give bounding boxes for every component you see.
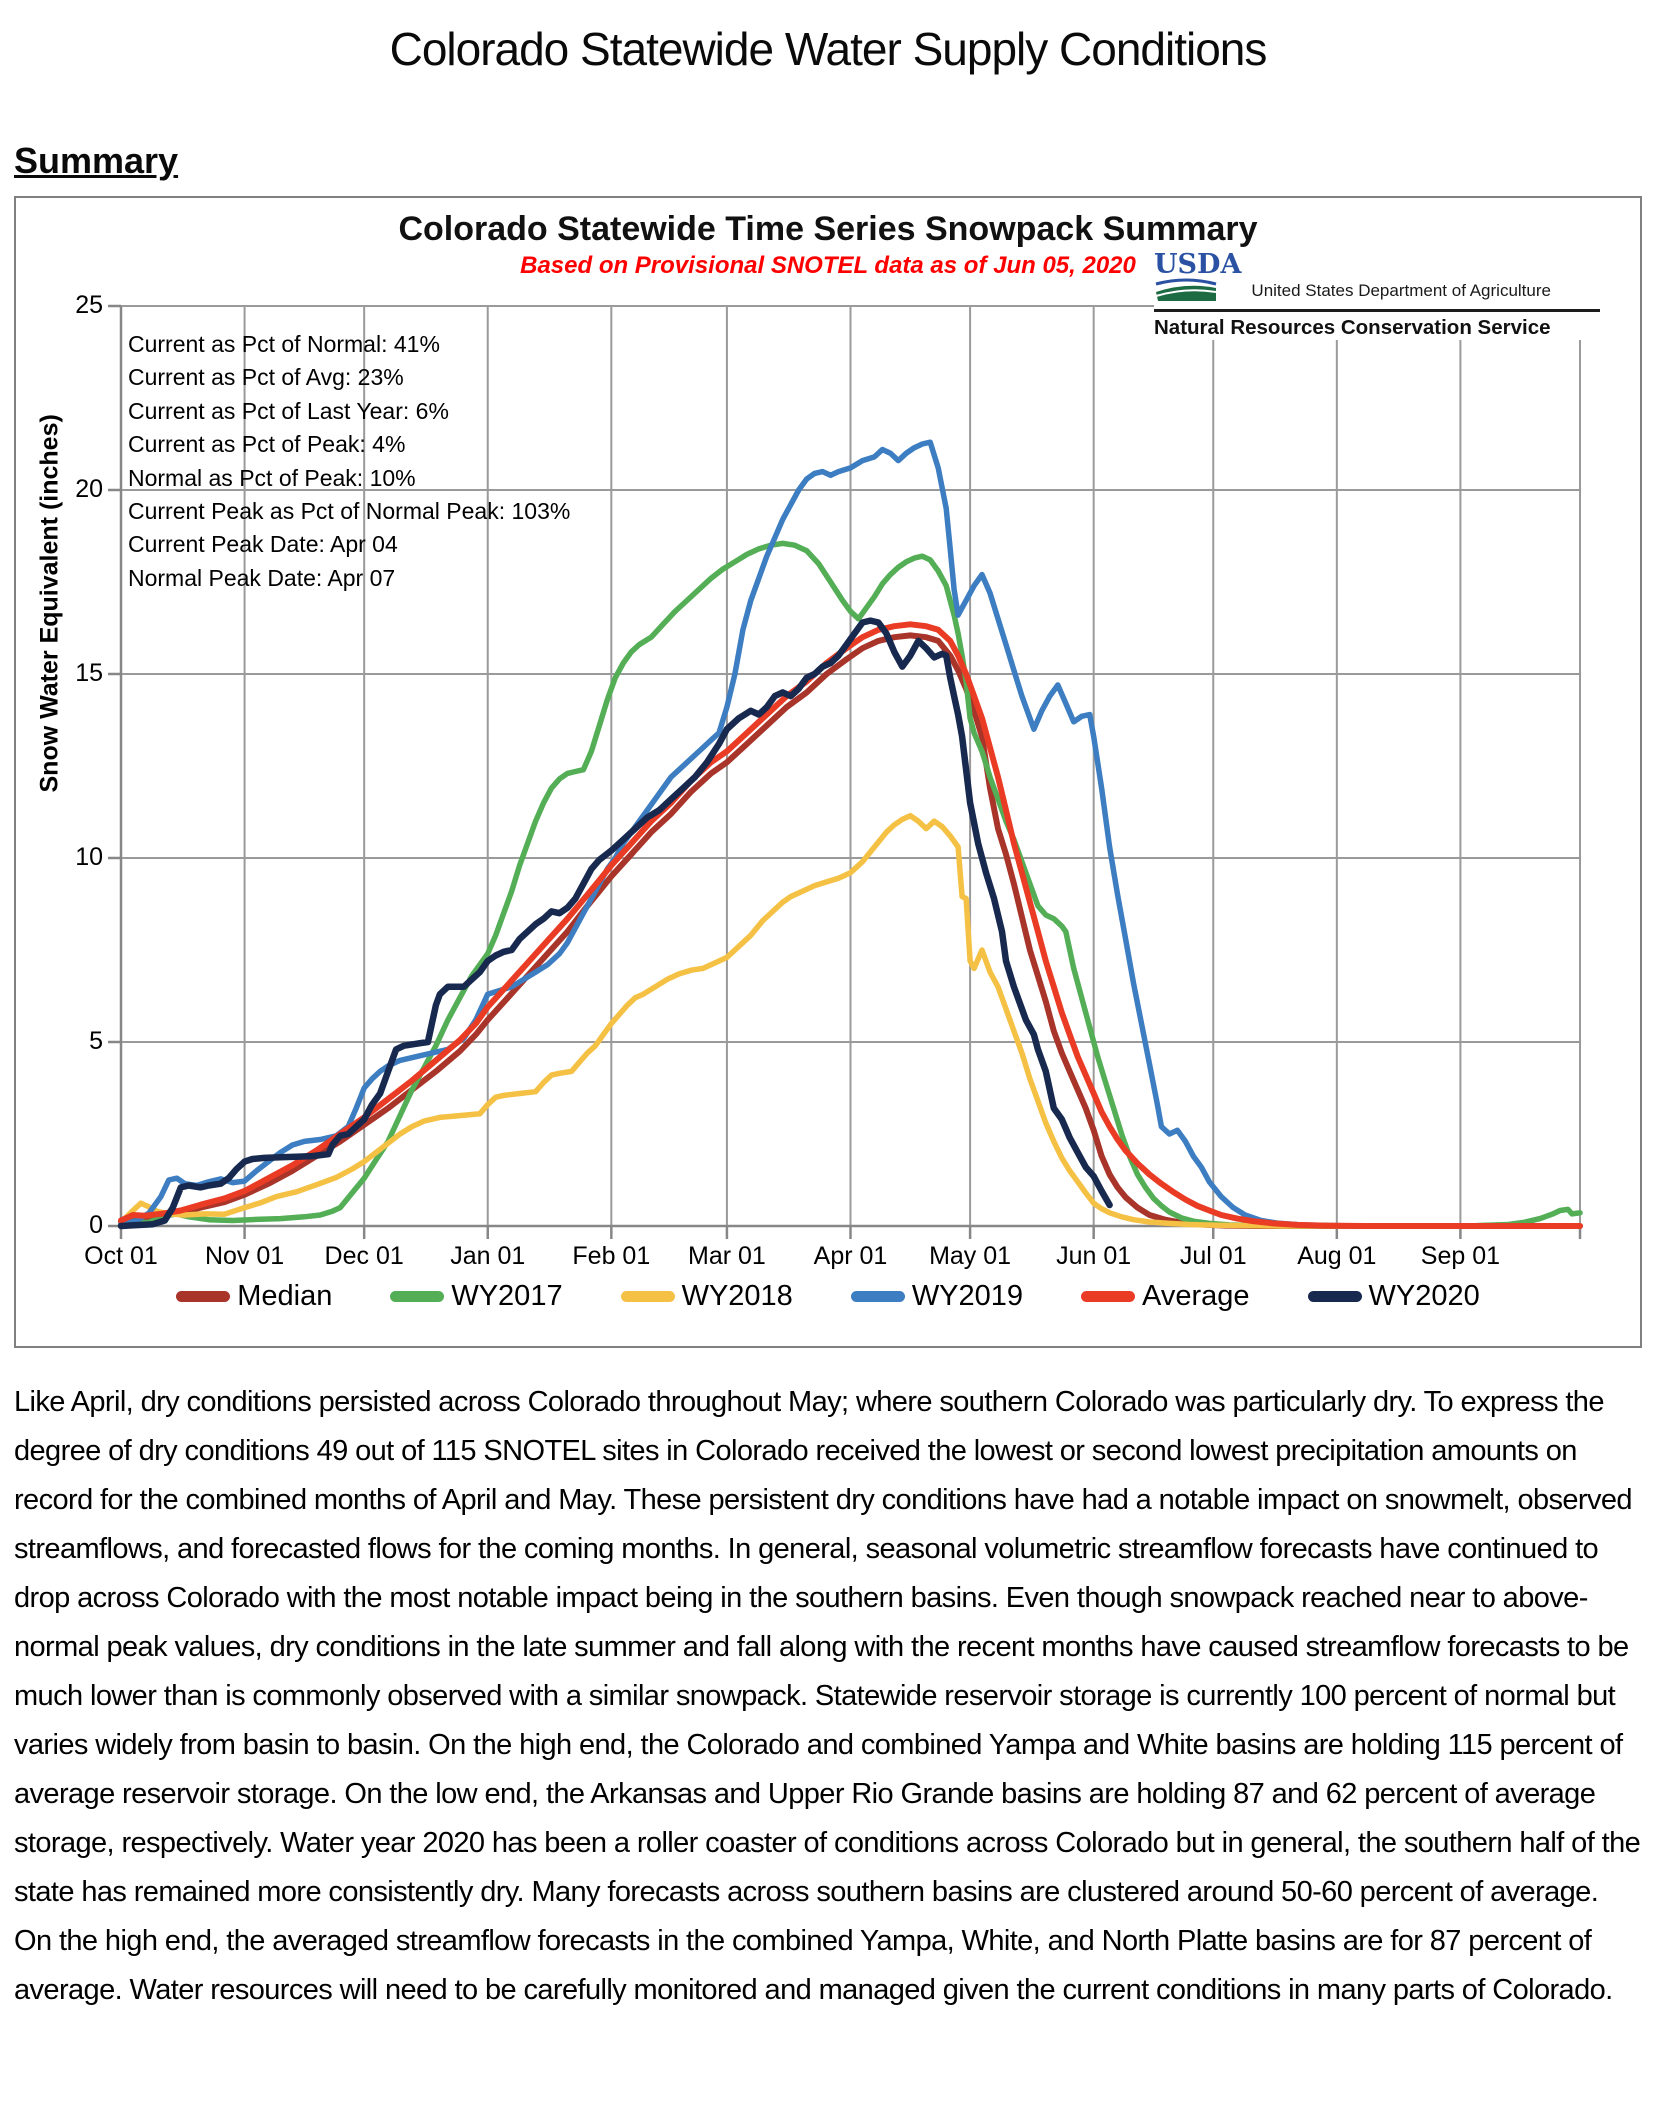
y-tick-label-25: 25 <box>75 291 103 319</box>
x-tick-label-Dec01: Dec 01 <box>324 1242 404 1270</box>
stat-line-2: Current as Pct of Avg: 23% <box>128 364 404 391</box>
legend-swatch-WY2020 <box>1308 1291 1362 1302</box>
stat-line-3: Current as Pct of Last Year: 6% <box>128 397 449 424</box>
usda-agency-label: Natural Resources Conservation Service <box>1154 316 1551 339</box>
x-tick-label-Nov01: Nov 01 <box>204 1242 285 1270</box>
legend-swatch-WY2018 <box>621 1291 675 1302</box>
x-tick-label-Apr01: Apr 01 <box>813 1242 888 1270</box>
x-tick-label-Feb01: Feb 01 <box>572 1242 651 1270</box>
y-tick-label-0: 0 <box>89 1211 103 1239</box>
usda-logo-icon <box>1154 249 1242 307</box>
legend-label-Average: Average <box>1142 1280 1250 1312</box>
legend-item-WY2019 <box>851 1280 1023 1313</box>
chart-subtitle: Based on Provisional SNOTEL data as of Jun 05, 2020 <box>520 252 1136 279</box>
legend-swatch-Median <box>176 1291 230 1302</box>
y-tick-label-20: 20 <box>75 475 103 503</box>
legend-item-WY2020 <box>1308 1280 1480 1313</box>
legend-label-Median: Median <box>237 1280 333 1312</box>
legend-label-WY2020: WY2020 <box>1368 1280 1480 1312</box>
snowpack-chart <box>14 196 1642 1348</box>
stat-line-7: Current Peak Date: Apr 04 <box>128 531 398 558</box>
usda-logo-text: USDA <box>1154 249 1242 280</box>
stat-line-6: Current Peak as Pct of Normal Peak: 103% <box>128 498 571 525</box>
stat-line-5: Normal as Pct of Peak: 10% <box>128 464 416 491</box>
x-tick-label-Mar01: Mar 01 <box>688 1242 766 1270</box>
usda-department-label: United States Department of Agriculture <box>1251 281 1551 300</box>
usda-logo-row <box>1154 249 1600 307</box>
x-tick-label-Jul01: Jul 01 <box>1179 1242 1247 1270</box>
legend-swatch-Average <box>1081 1291 1135 1302</box>
x-tick-label-Jan01: Jan 01 <box>450 1242 526 1270</box>
stat-line-1: Current as Pct of Normal: 41% <box>128 331 440 357</box>
section-heading-summary: Summary <box>14 140 179 181</box>
legend-swatch-WY2019 <box>851 1291 905 1302</box>
x-tick-label-Aug01: Aug 01 <box>1297 1242 1377 1270</box>
y-tick-label-5: 5 <box>89 1027 103 1055</box>
stat-line-4: Current as Pct of Peak: 4% <box>128 431 406 458</box>
legend-item-Median <box>176 1280 332 1313</box>
legend-label-WY2017: WY2017 <box>451 1280 563 1312</box>
usda-nrcs-header <box>1154 249 1600 340</box>
chart-legend <box>16 1280 1640 1313</box>
legend-label-WY2019: WY2019 <box>911 1280 1024 1312</box>
legend-label-WY2018: WY2018 <box>681 1280 793 1312</box>
x-tick-label-Jun01: Jun 01 <box>1056 1242 1132 1270</box>
legend-item-Average <box>1081 1280 1250 1313</box>
y-tick-label-15: 15 <box>75 659 103 687</box>
chart-title: Colorado Statewide Time Series Snowpack Summary <box>398 210 1258 248</box>
page-title: Colorado Statewide Water Supply Conditions <box>389 23 1267 75</box>
y-tick-label-10: 10 <box>75 843 103 871</box>
legend-item-WY2018 <box>621 1280 793 1313</box>
series-line-WY2020 <box>121 621 1110 1226</box>
x-tick-label-Oct01: Oct 01 <box>84 1242 158 1270</box>
summary-paragraph: Like April, dry conditions persisted across Colorado throughout May; where southern Colorado was particularly dry. To express the degree of dry conditions 49 out of 115 SNOTEL sites in Colorado received the lowest or second lowest precipitation amounts on record for the combined months of April and May. These persistent dry conditions have had a notable impact on snowmelt, observed streamflows, and forecasted flows for the coming months. In general, seasonal volumetric streamflow forecasts have continued to drop across Colorado with the most notable impact being in the southern basins. Even though snowpack reached near to above-normal peak values, dry conditions in the late summer and fall along with the recent months have caused streamflow forecasts to be much lower than is commonly observed with a similar snowpack. Statewide reservoir storage is currently 100 percent of normal but varies widely from basin to basin. On the high end, the Colorado and combined Yampa and White basins are holding 115 percent of average reservoir storage. On the low end, the Arkansas and Upper Rio Grande basins are holding 87 and 62 percent of average storage, respectively. Water year 2020 has been a roller coaster of conditions across Colorado but in general, the southern half of the state has remained more consistently dry. Many forecasts across southern basins are clustered around 50-60 percent of average. On the high end, the averaged streamflow forecasts in the combined Yampa, White, and North Platte basins are for 87 percent of average. Water resources will need to be carefully monitored and managed given the current conditions in many parts of Colorado. <box>14 1386 1641 2006</box>
legend-swatch-WY2017 <box>390 1291 444 1302</box>
snowpack-stats-block <box>128 328 570 595</box>
usda-swoosh-icon <box>1154 276 1218 302</box>
x-tick-label-May01: May 01 <box>929 1242 1012 1270</box>
stat-line-8: Normal Peak Date: Apr 07 <box>128 564 396 591</box>
y-axis-title: Snow Water Equivalent (inches) <box>35 414 64 793</box>
x-tick-label-Sep01: Sep 01 <box>1420 1242 1501 1270</box>
legend-item-WY2017 <box>390 1280 562 1313</box>
